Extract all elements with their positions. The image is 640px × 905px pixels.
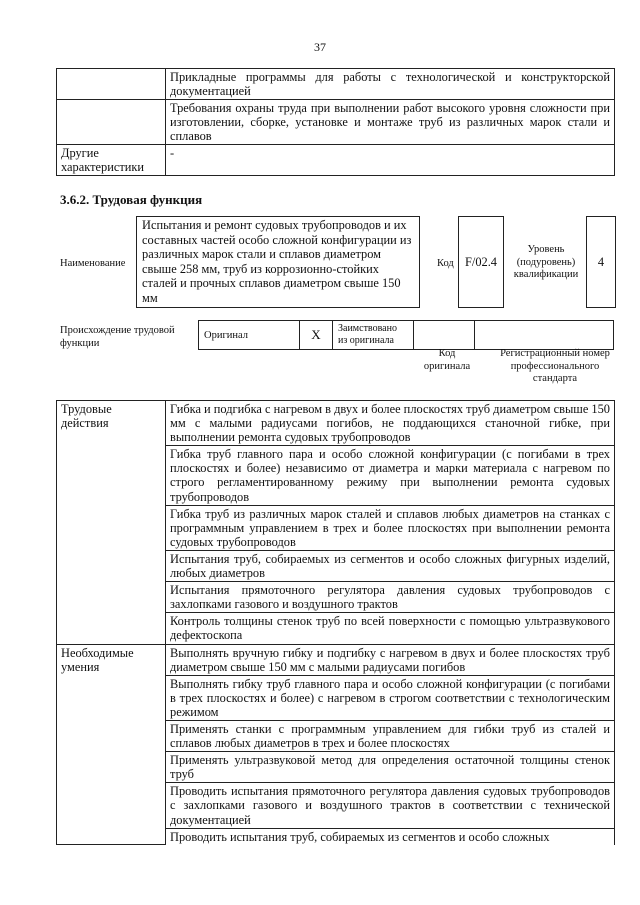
level-label: Уровень (подуровень) квалификации xyxy=(513,244,579,280)
table-row xyxy=(57,401,615,446)
skill-item: Выполнять гибку труб главного пара и особо сложной конфигурации (с погибами в трех плоскостях и более) с нагревом в строгом соответствии с технологическим режимом xyxy=(166,675,615,720)
borrowed-label: Заимствовано из оригинала xyxy=(333,321,414,350)
row-text: Требования охраны труда при выполнении работ высокого уровня сложности при изготовлении, сборке, установке и монтаже труб из различных марок стали и сплавов xyxy=(166,100,615,145)
action-item: Контроль толщины стенок труб по всей поверхности с помощью ультразвукового дефектоскопа xyxy=(166,613,615,644)
skill-item: Применять ультразвуковой метод для определения остаточной толщины стенок труб xyxy=(166,752,615,783)
original-mark: X xyxy=(300,321,333,350)
function-name: Испытания и ремонт судовых трубопроводов и их составных частей особо сложной конфигурации из различных марок стали и сплавов диаметром свыше 258 мм, труб из коррозионно-стойких сталей и прочных сплавов диаметром свыше 150 мм xyxy=(136,216,420,308)
table-row xyxy=(57,644,615,675)
code-label: Код xyxy=(437,258,454,269)
table-row xyxy=(57,100,615,145)
name-label: Наименование xyxy=(60,258,126,269)
skill-item: Проводить испытания труб, собираемых из сегментов и особо сложных xyxy=(166,828,615,845)
action-item: Испытания прямоточного регулятора давления судовых трубопроводов с захлопками газового и воздушного трактов xyxy=(166,582,615,613)
action-item: Гибка и подгибка с нагревом в двух и более плоскостях труб диаметром свыше 150 мм с малыми радиусами погибов, не поддающихся станочной гибке, при выполнении ремонта судовых трубопроводов xyxy=(166,401,615,446)
row-text: - xyxy=(166,145,615,176)
skill-item: Проводить испытания прямоточного регулятора давления судовых трубопроводов с захлопками газового и воздушного трактов в соответствии с технической документацией xyxy=(166,783,615,828)
origin-table xyxy=(198,320,614,350)
row-label xyxy=(57,69,166,100)
table-row xyxy=(57,145,615,176)
row-text: Прикладные программы для работы с технологической и конструкторской документацией xyxy=(166,69,615,100)
code-original-cell xyxy=(414,321,475,350)
reg-number-caption: Регистрационный номер профессионального стандарта xyxy=(500,348,610,384)
origin-label: Происхождение трудовой функции xyxy=(60,325,175,349)
main-table xyxy=(56,400,615,845)
action-item: Испытания труб, собираемых из сегментов и особо сложных фигурных изделий, любых диаметров xyxy=(166,550,615,581)
code-value: F/02.4 xyxy=(458,216,504,308)
page-number: 37 xyxy=(314,40,326,54)
actions-label: Трудовые действия xyxy=(57,401,166,645)
row-label xyxy=(57,100,166,145)
code-original-caption: Код оригинала xyxy=(423,348,471,372)
section-title: 3.6.2. Трудовая функция xyxy=(60,192,203,207)
level-value: 4 xyxy=(586,216,616,308)
original-label: Оригинал xyxy=(199,321,300,350)
skill-item: Выполнять вручную гибку и подгибку с нагревом в двух и более плоскостях труб диаметром свыше 150 мм с малыми радиусами погибов xyxy=(166,644,615,675)
action-item: Гибка труб из различных марок сталей и сплавов любых диаметров на станках с программным управлением в трех и более плоскостях при выполнении ремонта судовых трубопроводов xyxy=(166,505,615,550)
action-item: Гибка труб главного пара и особо сложной конфигурации (с погибами в трех плоскостях и более) независимо от диаметра и марки материала с нагревом по строго регламентированному режиму при выполнении ремонта судовых трубопроводов xyxy=(166,446,615,505)
skills-label: Необходимые умения xyxy=(57,644,166,845)
skill-item: Применять станки с программным управлением для гибки труб из сталей и сплавов любых диаметров в трех и более плоскостях xyxy=(166,720,615,751)
row-label: Другие характеристики xyxy=(57,145,166,176)
top-table xyxy=(56,68,615,176)
reg-number-cell xyxy=(475,321,614,350)
table-row xyxy=(57,69,615,100)
